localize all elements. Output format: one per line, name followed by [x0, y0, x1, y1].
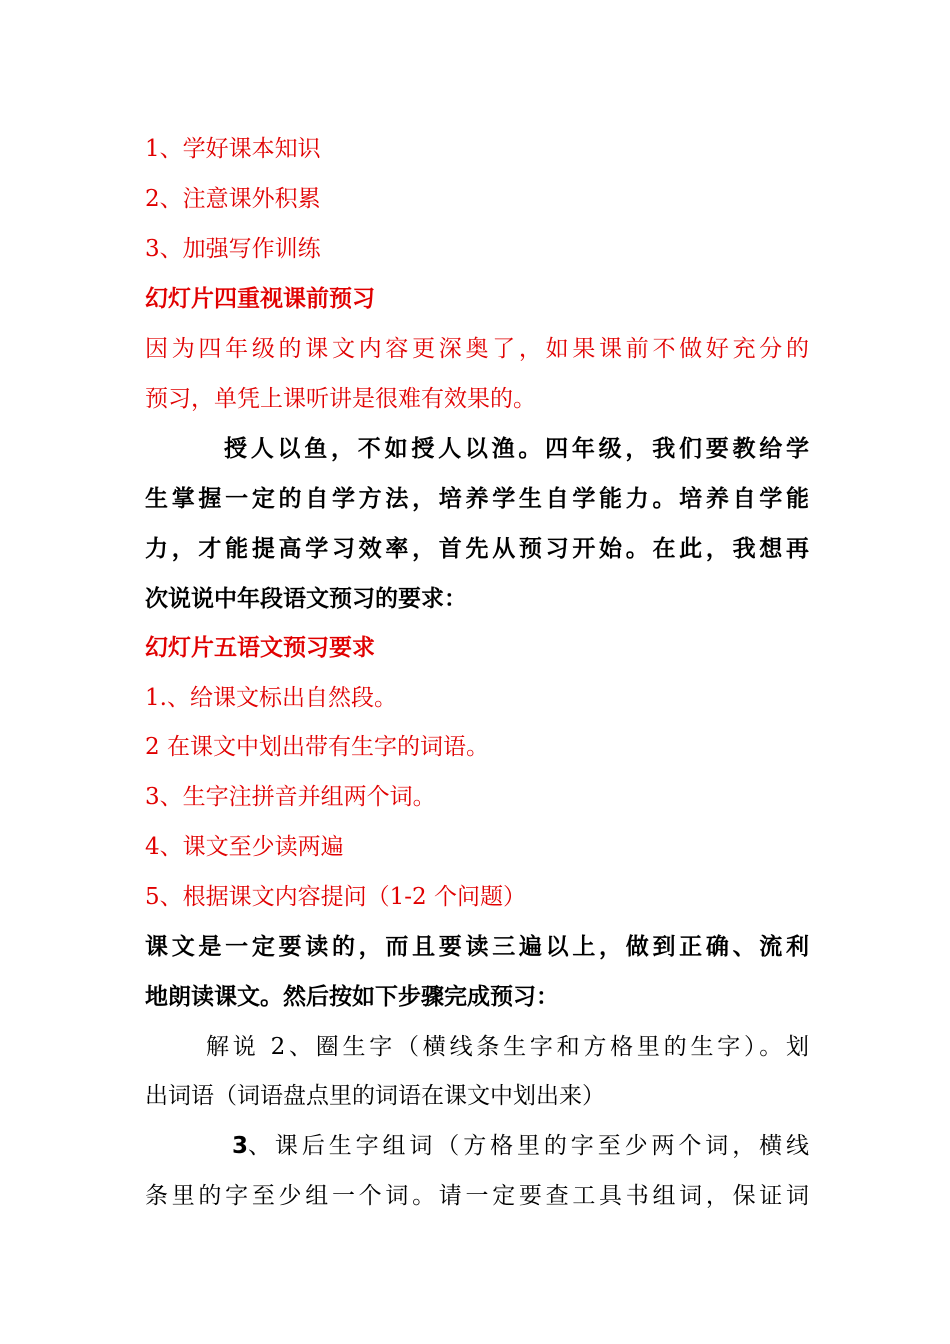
paragraph-line: 课文是一定要读的，而且要读三遍以上，做到正确、流利	[145, 933, 809, 960]
paragraph-line: 预习，单凭上课听讲是很难有效果的。	[145, 386, 536, 412]
paragraph-line: 地朗读课文。然后按如下步骤完成预习：	[145, 983, 559, 1010]
list-item: 5、根据课文内容提问（1-2 个问题）	[145, 884, 526, 910]
paragraph-line: 出词语（词语盘点里的词语在课文中划出来）	[145, 1083, 605, 1109]
paragraph-text: 、课后生字组词（方格里的字至少两个词，横线	[248, 1133, 809, 1159]
paragraph-line	[232, 1126, 809, 1166]
list-item: 2 在课文中划出带有生字的词语。	[145, 734, 489, 760]
step-number: 3	[232, 1133, 249, 1159]
paragraph-line: 解说 2、圈生字（横线条生字和方格里的生字）。划	[206, 1034, 809, 1060]
list-item: 4、课文至少读两遍	[145, 834, 344, 860]
paragraph-line: 次说说中年段语文预习的要求：	[145, 585, 467, 612]
paragraph-line: 生掌握一定的自学方法，培养学生自学能力。培养自学能	[145, 485, 809, 512]
list-item: 3、加强写作训练	[145, 236, 321, 262]
paragraph-line: 力，才能提高学习效率，首先从预习开始。在此，我想再	[145, 535, 809, 562]
list-item: 1.、给课文标出自然段。	[145, 685, 397, 711]
paragraph-line: 因为四年级的课文内容更深奥了，如果课前不做好充分的	[145, 336, 809, 362]
paragraph-line: 授人以鱼，不如授人以渔。四年级，我们要教给学	[224, 435, 809, 462]
slide-heading: 幻灯片五语文预习要求	[145, 634, 375, 661]
list-item: 2、注意课外积累	[145, 186, 321, 212]
list-item: 1、学好课本知识	[145, 136, 321, 162]
slide-heading: 幻灯片四重视课前预习	[145, 285, 375, 312]
paragraph-line: 条里的字至少组一个词。请一定要查工具书组词，保证词	[145, 1183, 809, 1209]
list-item: 3、生字注拼音并组两个词。	[145, 784, 436, 810]
